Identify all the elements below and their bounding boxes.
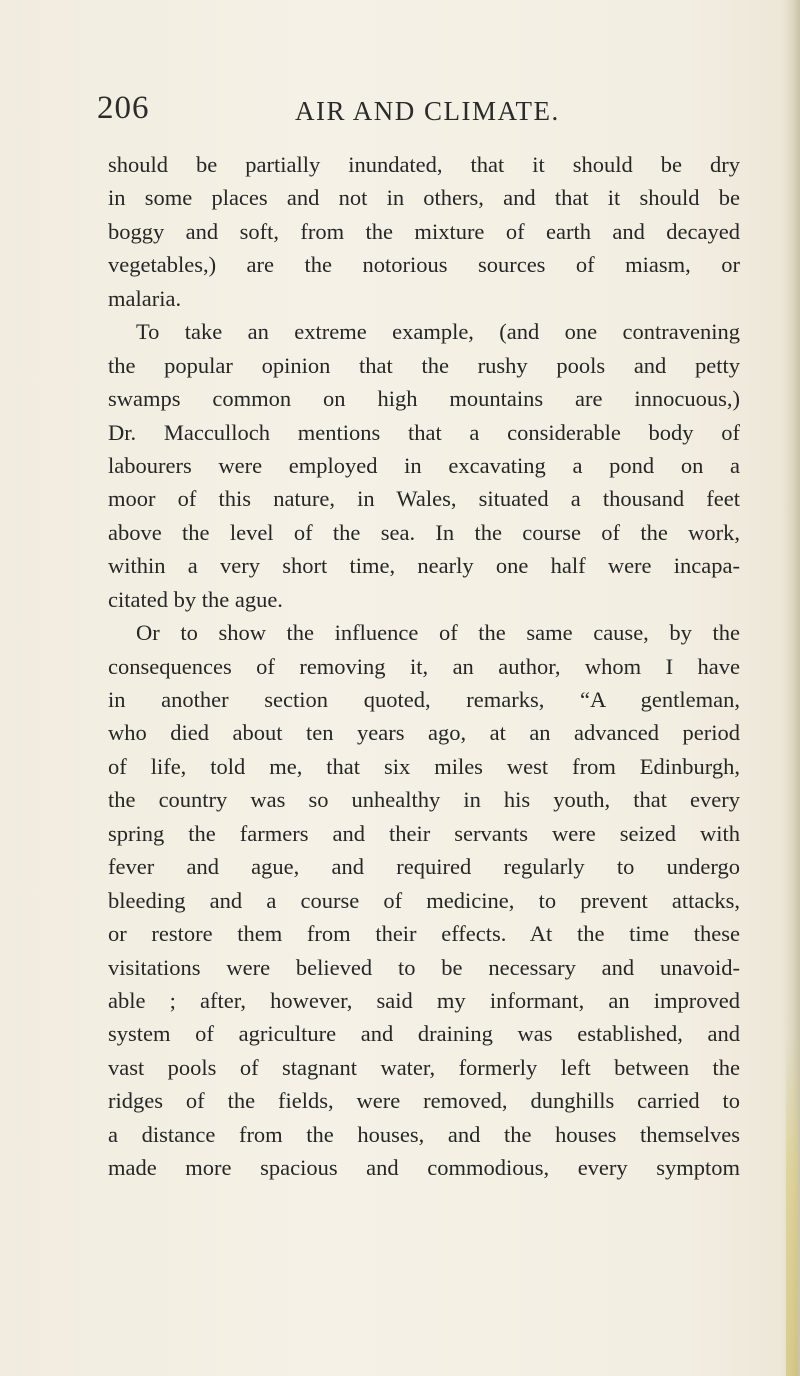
text-line: within a very short time, nearly one half were incapa- bbox=[108, 553, 740, 579]
text-line: a distance from the houses, and the houses themselves bbox=[108, 1121, 740, 1147]
text-line: Dr. Macculloch mentions that a considerable body of bbox=[108, 419, 740, 445]
text-line: To take an extreme example, (and one contravening bbox=[136, 319, 740, 345]
text-line: consequences of removing it, an author, whom I have bbox=[108, 653, 740, 679]
page-title: AIR AND CLIMATE. bbox=[295, 96, 560, 126]
text-line: visitations were believed to be necessary and unavoid- bbox=[108, 954, 740, 980]
text-line: who died about ten years ago, at an advanced period bbox=[108, 720, 740, 746]
text-line: citated by the ague. bbox=[108, 586, 283, 612]
text-line: spring the farmers and their servants were seized with bbox=[108, 820, 740, 846]
text-line: vast pools of stagnant water, formerly left between the bbox=[108, 1054, 740, 1080]
text-line: vegetables,) are the notorious sources of miasm, or bbox=[108, 252, 740, 278]
text-line: system of agriculture and draining was established, and bbox=[108, 1021, 740, 1047]
page-number: 206 bbox=[97, 90, 150, 126]
text-line: fever and ague, and required regularly to undergo bbox=[108, 854, 740, 880]
text-line: malaria. bbox=[108, 285, 182, 311]
text-line: Or to show the influence of the same cause, by the bbox=[136, 620, 740, 646]
text-line: of life, told me, that six miles west from Edinburgh, bbox=[108, 753, 740, 779]
text-line: bleeding and a course of medicine, to prevent attacks, bbox=[108, 887, 740, 913]
text-line: in some places and not in others, and that it should be bbox=[108, 185, 740, 211]
text-line: should be partially inundated, that it should be dry bbox=[108, 152, 740, 177]
page-edge-stain bbox=[786, 1040, 798, 1376]
text-line: or restore them from their effects. At the time these bbox=[108, 921, 740, 947]
text-line: made more spacious and commodious, every symptom bbox=[108, 1155, 740, 1181]
text-line: moor of this nature, in Wales, situated a thousand feet bbox=[108, 486, 740, 512]
text-line: the country was so unhealthy in his youth, that every bbox=[108, 787, 740, 813]
running-head bbox=[97, 88, 737, 132]
text-line: ridges of the fields, were removed, dunghills carried to bbox=[108, 1088, 740, 1114]
text-line: able ; after, however, said my informant, an improved bbox=[108, 987, 740, 1013]
text-line: in another section quoted, remarks, “A gentleman, bbox=[108, 687, 740, 712]
text-line: swamps common on high mountains are innocuous,) bbox=[108, 386, 740, 412]
text-line: the popular opinion that the rushy pools and petty bbox=[108, 352, 740, 378]
text-line: labourers were employed in excavating a pond on a bbox=[108, 452, 740, 478]
text-line: above the level of the sea. In the course of the work, bbox=[108, 519, 740, 545]
text-line: boggy and soft, from the mixture of earth and decayed bbox=[108, 218, 740, 244]
body-text bbox=[108, 148, 740, 1185]
